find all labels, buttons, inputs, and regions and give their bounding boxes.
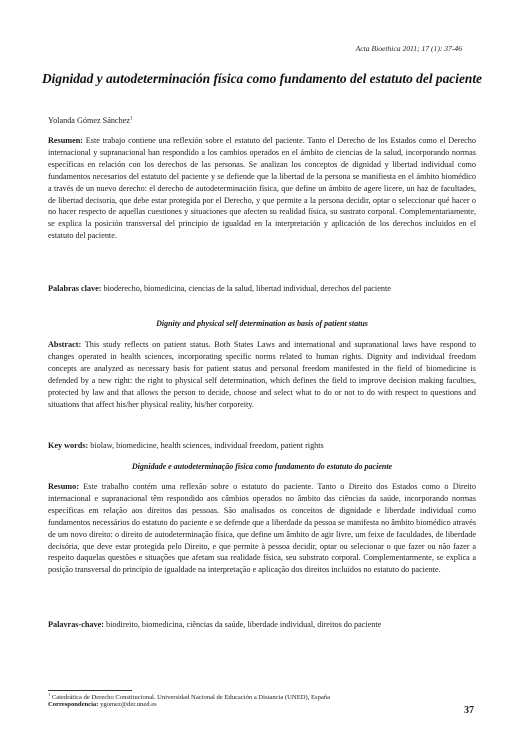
footnote-marker: 1 xyxy=(48,692,51,697)
key-words-label: Key words: xyxy=(48,441,89,450)
palabras-clave-paragraph xyxy=(48,283,476,295)
resumen-label: Resumen: xyxy=(48,136,84,145)
key-words-text: biolaw, biomedicine, health sciences, individual freedom, patient rights xyxy=(88,441,324,450)
footnote-correspondence xyxy=(48,700,476,710)
resumo-text: Este trabalho contém uma reflexão sobre o estatuto do paciente. Tanto o Direito dos Estados como o Direito internacional e supranacional têm respondido aos câmbios operados no âmbito das ciências da saúde, incorporando normas específicas em relação aos direitos das pessoas. São analisados os conceitos de dignidade e liberdade individual como fundamentos necessários do estatuto do paciente e se defende que a liberdade da pessoa se manifesta no âmbito biomédico através de um novo direito: o direito de autodeterminação física, que define um âmbito de agir livre, um feixe de faculdades, de liberdade decisória, que deve estar protegida pelo Direito, e que permite à pessoa decidir, optar ou selecionar o que fazer ou não fazer a respeito daquelas questões e situações que afetam sua realidade física, seu substrato corporal. Complementarmente, se explica a posição transversal do princípio de igualdade na interpretação e aplicação dos direitos incluídos no estatuto do paciente. xyxy=(48,482,476,575)
page-number: 37 xyxy=(464,705,474,716)
palavras-chave-text: biodireito, biomedicina, ciências da saúde, liberdade individual, direitos do paciente xyxy=(103,620,382,629)
key-words-paragraph xyxy=(48,440,476,452)
abstract-paragraph xyxy=(48,339,476,410)
running-head: Acta Bioethica 2011; 17 (1): 37-46 xyxy=(355,44,462,53)
footnote-correspondence-email: ygomez@der.uned.es xyxy=(98,701,157,708)
resumen-text: Este trabajo contiene una reflexión sobre el estatuto del paciente. Tanto el Derecho de los Estados como el Derecho internacional y supranacional han respondido a los cambios operados en el ámbito de ciencias de la salud, incorporando normas específicas en relación con los derechos de las personas. Se analizan los conceptos de dignidad y libertad individual como fundamentos necesarios del estatuto del paciente y se defiende que la libertad de la persona se manifiesta en el ámbito biomédico a través de un nuevo derecho: el derecho de autodeterminación física, que define un ámbito de agere licere, un haz de facultades, de libertad decisoria, que debe estar protegida por el Derecho, y que permite a la persona decidir, optar o seleccionar qué hacer o no hacer respecto de aquellas cuestiones y situaciones que afecten su realidad física, su sustrato corporal. Complementariamente, se explica la posición transversal del principio de igualdad en la interpretación y aplicación de los derechos incluidos en el estatuto del paciente. xyxy=(48,136,476,241)
author-name: Yolanda Gómez Sánchez xyxy=(48,116,130,125)
footnote-correspondence-label: Correspondencia: xyxy=(48,701,99,708)
palabras-clave-text: bioderecho, biomedicina, ciencias de la salud, libertad individual, derechos del paciente xyxy=(101,284,391,293)
article-title: Dignidad y autodeterminación física como fundamento del estatuto del paciente xyxy=(41,71,482,86)
author-note-marker: 1 xyxy=(129,116,133,122)
resumen-paragraph xyxy=(48,135,476,242)
abstract-label: Abstract: xyxy=(48,340,82,349)
palavras-chave-label: Palavras-chave: xyxy=(48,620,104,629)
portuguese-heading: Dignidade e autodeterminação física como fundamento do estatuto do paciente xyxy=(131,462,393,471)
palabras-clave-label: Palabras clave: xyxy=(48,284,102,293)
palavras-chave-paragraph xyxy=(48,619,476,631)
author-line xyxy=(48,116,132,125)
resumo-paragraph xyxy=(48,481,476,576)
english-heading: Dignity and physical self determination as basis of patient status xyxy=(156,319,368,328)
footnote-affiliation-text: Catedrática de Derecho Constitucional. Universidad Nacional de Educación a Distancia (UNED), España xyxy=(50,694,331,702)
resumo-label: Resumo: xyxy=(48,482,79,491)
abstract-text: This study reflects on patient status. Both States Laws and international and supranational laws have respond to changes operated in health sciences, incorporating specific norms related to human rights. Dignity and individual freedom concepts are analyzed as necessary basis for patient status and personal freedom manifested in the field of biomedicine is defended by a new right: the right to physical self determination, which defines the field to improve decision making faculties, protected by law and that allows the person to decide, choose and select what to do or not to do with respect to questions and situations that affect his/her physical reality, his/her corporeity. xyxy=(48,340,476,409)
